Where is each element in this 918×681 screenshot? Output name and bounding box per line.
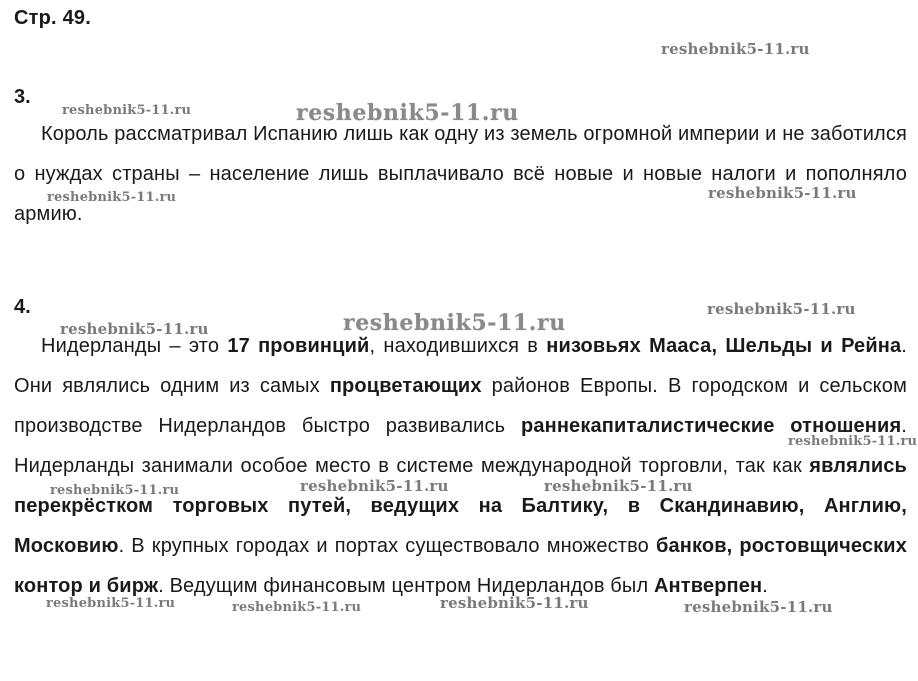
task-3-answer-text: Король рассматривал Испанию лишь как одну из земель огромной империи и не заботился о нуждах страны – население лишь выплачивало всё новые и новые налоги и пополняло армию. — [14, 123, 907, 225]
bold-key-term: раннекапиталистические отношения — [520, 415, 902, 437]
text-segment: . Они являлись одним из самых — [14, 335, 907, 397]
text-segment: . Ведущим финансовым центром Нидерландов был — [158, 575, 654, 597]
text-segment: . В крупных городах и портах существовало множество — [118, 535, 656, 557]
page-title: Стр. 49. — [14, 7, 91, 29]
text-segment: районов Европы. В городском и сельском производстве Нидерландов быстро развивались — [14, 375, 907, 437]
text-segment: , находившихся в — [369, 335, 547, 357]
watermark: reshebnik5-11.ru — [707, 300, 856, 318]
task-3-number: 3. — [14, 86, 31, 108]
text-segment: . Нидерланды занимали особое место в системе международной торговли, так как — [14, 415, 907, 477]
watermark: reshebnik5-11.ru — [343, 310, 566, 336]
watermark: reshebnik5-11.ru — [788, 434, 918, 449]
bold-key-term: процветающих — [329, 375, 482, 397]
watermark: reshebnik5-11.ru — [47, 190, 177, 205]
task-4-number: 4. — [14, 296, 31, 318]
text-segment: . — [762, 575, 769, 597]
text-segment: Нидерланды – это — [41, 335, 228, 357]
watermark: reshebnik5-11.ru — [46, 596, 176, 611]
watermark: reshebnik5-11.ru — [661, 40, 810, 58]
watermark: reshebnik5-11.ru — [300, 477, 449, 495]
watermark: reshebnik5-11.ru — [544, 477, 693, 495]
watermark: reshebnik5-11.ru — [62, 103, 192, 118]
watermark: reshebnik5-11.ru — [60, 320, 209, 338]
bold-key-term: являлись перекрёстком торговых путей, ведущих на Балтику, в Скандинавию, Англию, Московию — [14, 455, 907, 557]
watermark: reshebnik5-11.ru — [684, 598, 833, 616]
watermark: reshebnik5-11.ru — [232, 600, 362, 615]
task-4-answer-text — [14, 326, 907, 606]
watermark: reshebnik5-11.ru — [296, 100, 519, 126]
bold-key-term: банков, ростовщических контор и бирж — [14, 535, 907, 597]
bold-key-term: 17 провинций — [227, 335, 370, 357]
watermark: reshebnik5-11.ru — [50, 483, 180, 498]
bold-key-term: Антверпен — [653, 575, 763, 597]
watermark: reshebnik5-11.ru — [708, 184, 857, 202]
bold-key-term: низовьях Мааса, Шельды и Рейна — [546, 335, 902, 357]
watermark: reshebnik5-11.ru — [440, 594, 589, 612]
